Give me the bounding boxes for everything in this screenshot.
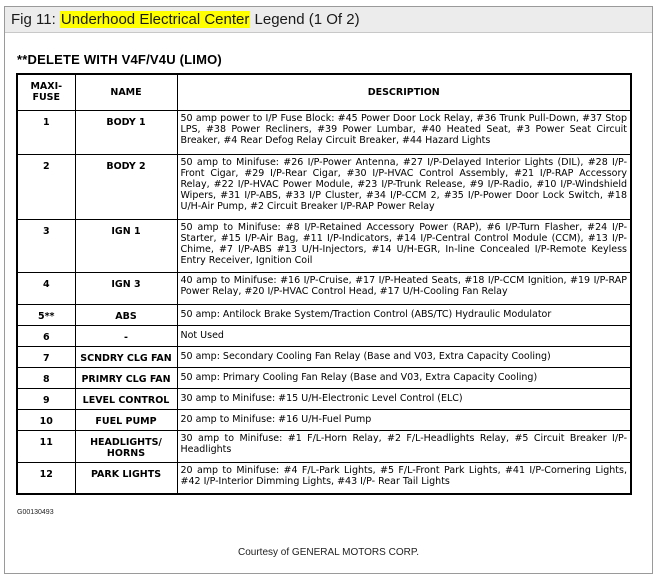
figure-title-highlight: Underhood Electrical Center (60, 11, 250, 28)
header-maxi-fuse: MAXI- FUSE (17, 74, 75, 110)
table-row (17, 272, 631, 304)
delete-note-heading: **DELETE WITH V4F/V4U (LIMO) (17, 52, 222, 67)
table-row (17, 346, 631, 367)
fuse-name-cell: HEADLIGHTS/ HORNS (75, 430, 177, 462)
figure-title-rest: Legend (1 Of 2) (250, 11, 360, 28)
maxi-fuse-cell: 11 (17, 430, 75, 462)
fuse-description-cell: 20 amp to Minifuse: #4 F/L-Park Lights, #5 F/L-Front Park Lights, #41 I/P-Cornering Lights, #42 I/P-Interior Dimming Lights, #43 I/P- Rear Tail Lights (177, 462, 631, 494)
maxi-fuse-cell: 9 (17, 388, 75, 409)
fuse-name-cell: BODY 2 (75, 154, 177, 219)
figure-title (5, 7, 652, 33)
fuse-name-cell: IGN 3 (75, 272, 177, 304)
maxi-fuse-cell: 3 (17, 219, 75, 272)
fuse-name-cell: PARK LIGHTS (75, 462, 177, 494)
fuse-description-cell: 50 amp power to I/P Fuse Block: #45 Power Door Lock Relay, #36 Trunk Pull-Down, #37 Stop LPS, #38 Power Recliners, #39 Power Lumbar, #40 Heated Seat, #3 Power Seat Circuit Breaker, #4 Rear Defog Relay Circuit Breaker, #44 Hazard Lights (177, 110, 631, 154)
figure-id: G00130493 (17, 509, 54, 516)
fuse-name-cell: LEVEL CONTROL (75, 388, 177, 409)
fuse-description-cell: 40 amp to Minifuse: #16 I/P-Cruise, #17 I/P-Heated Seats, #18 I/P-CCM Ignition, #19 I/P-RAP Power Relay, #20 I/P-HVAC Control Head, #17 U/H-Cooling Fan Relay (177, 272, 631, 304)
table-header-row (17, 74, 631, 110)
fuse-description-cell: 20 amp to Minifuse: #16 U/H-Fuel Pump (177, 409, 631, 430)
fuse-description-cell: 50 amp to Minifuse: #26 I/P-Power Antenna, #27 I/P-Delayed Interior Lights (DIL), #28 I/P-Front Cigar, #29 I/P-Rear Cigar, #30 I/P-HVAC Control Assembly, #21 I/P-RAP Accessory Relay, #22 I/P-HVAC Power Module, #23 I/P-Trunk Release, #9 I/P-Radio, #10 I/P-Windshield Wipers, #31 I/P-ABS, #33 I/P Cluster, #34 I/P-CCM 2, #35 I/P-Power Door Lock Switch, #18 U/H-Air Pump, #2 Circuit Breaker I/P-RAP Power Relay (177, 154, 631, 219)
fuse-description-cell: 30 amp to Minifuse: #15 U/H-Electronic Level Control (ELC) (177, 388, 631, 409)
maxi-fuse-cell: 1 (17, 110, 75, 154)
fuse-name-cell: BODY 1 (75, 110, 177, 154)
maxi-fuse-cell: 8 (17, 367, 75, 388)
table-row (17, 304, 631, 325)
fuse-description-cell: Not Used (177, 325, 631, 346)
fuse-description-cell: 50 amp: Primary Cooling Fan Relay (Base and V03, Extra Capacity Cooling) (177, 367, 631, 388)
fuse-description-cell: 50 amp to Minifuse: #8 I/P-Retained Accessory Power (RAP), #6 I/P-Turn Flasher, #24 I/P-Starter, #15 I/P-Air Bag, #11 I/P-Indicators, #14 I/P-Central Control Module (CCM), #13 I/P-Chime, #7 I/P-ABS #13 U/H-Injectors, #14 U/H-EGR, In-line Concealed I/P-Remote Keyless Entry Receiver, Ignition Coil (177, 219, 631, 272)
table-row (17, 430, 631, 462)
table-row (17, 325, 631, 346)
maxi-fuse-cell: 7 (17, 346, 75, 367)
table-row (17, 110, 631, 154)
fuse-name-cell: ABS (75, 304, 177, 325)
maxi-fuse-cell: 2 (17, 154, 75, 219)
fuse-name-cell: SCNDRY CLG FAN (75, 346, 177, 367)
table-row (17, 388, 631, 409)
maxi-fuse-cell: 4 (17, 272, 75, 304)
fuse-name-cell: IGN 1 (75, 219, 177, 272)
fuse-description-cell: 50 amp: Antilock Brake System/Traction Control (ABS/TC) Hydraulic Modulator (177, 304, 631, 325)
fuse-description-cell: 50 amp: Secondary Cooling Fan Relay (Base and V03, Extra Capacity Cooling) (177, 346, 631, 367)
fuse-name-cell: - (75, 325, 177, 346)
figure-label: Fig 11: (11, 11, 56, 28)
header-name: NAME (75, 74, 177, 110)
maxi-fuse-cell: 10 (17, 409, 75, 430)
fuse-name-cell: FUEL PUMP (75, 409, 177, 430)
fuse-description-cell: 30 amp to Minifuse: #1 F/L-Horn Relay, #2 F/L-Headlights Relay, #5 Circuit Breaker I/P-Headlights (177, 430, 631, 462)
table-row (17, 462, 631, 494)
maxi-fuse-cell: 6 (17, 325, 75, 346)
header-description: DESCRIPTION (177, 74, 631, 110)
table-row (17, 154, 631, 219)
table-row (17, 409, 631, 430)
courtesy-credit: Courtesy of GENERAL MOTORS CORP. (238, 547, 419, 558)
table-row (17, 367, 631, 388)
fuse-legend-table (16, 73, 632, 495)
table-row (17, 219, 631, 272)
fuse-name-cell: PRIMRY CLG FAN (75, 367, 177, 388)
maxi-fuse-cell: 5** (17, 304, 75, 325)
maxi-fuse-cell: 12 (17, 462, 75, 494)
